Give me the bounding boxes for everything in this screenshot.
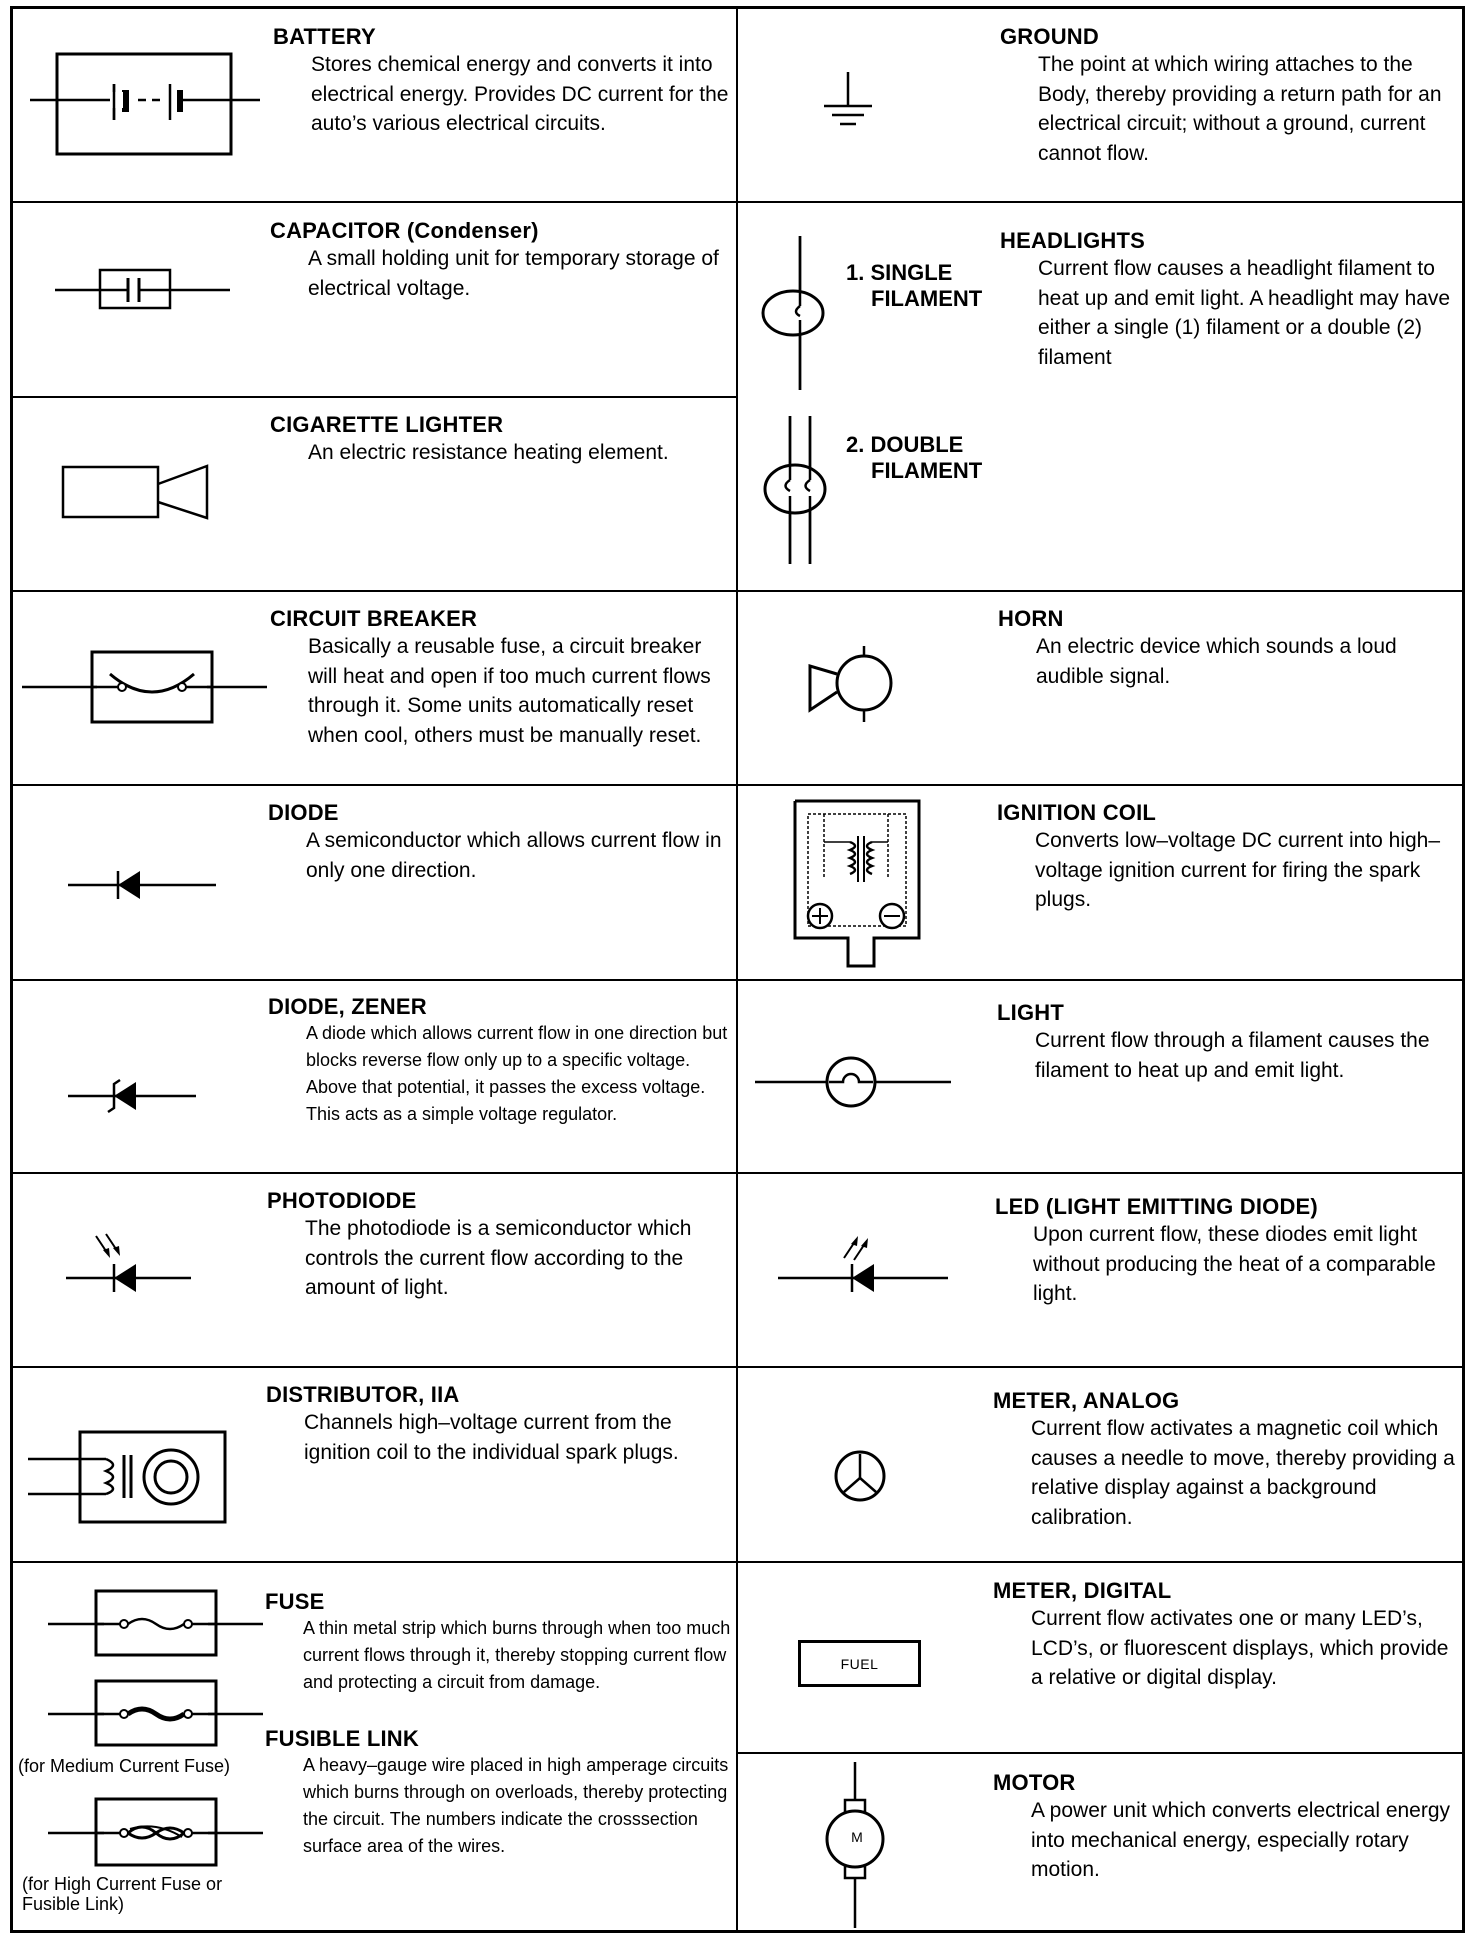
- entry-title: FUSIBLE LINK: [265, 1726, 419, 1751]
- entry-description: A small holding unit for temporary storage of electrical voltage.: [308, 247, 719, 300]
- single-filament-number: 1. SINGLE: [846, 260, 953, 285]
- entry-title: METER, ANALOG: [993, 1388, 1180, 1413]
- cigarette-lighter-entry: [270, 412, 730, 468]
- led-entry: [995, 1194, 1460, 1309]
- right-row-divider: [737, 784, 1465, 786]
- entry-title: FUSE: [265, 1589, 325, 1614]
- entry-title: DIODE, ZENER: [268, 994, 427, 1019]
- motor-label: M: [851, 1829, 863, 1845]
- entry-description: An electric device which sounds a loud audible signal.: [1036, 635, 1397, 688]
- battery-icon: [30, 50, 260, 160]
- entry-title: LIGHT: [997, 1000, 1064, 1025]
- digital-meter-label: FUEL: [840, 1655, 879, 1672]
- ignition-coil-icon: [792, 798, 922, 968]
- entry-title: DIODE: [268, 800, 339, 825]
- left-row-divider: [10, 590, 737, 592]
- entry-description: A diode which allows current flow in one direction but blocks reverse flow only up to a specific voltage. Above that potential, it passes the excess voltage. This acts as a simple voltage regulator.: [306, 1023, 728, 1124]
- double-filament-number: 2. DOUBLE: [846, 432, 964, 457]
- entry-description: Channels high–voltage current from the ignition coil to the individual spark plugs.: [304, 1411, 679, 1464]
- entry-title: GROUND: [1000, 24, 1099, 49]
- medium-current-fuse-icon: [48, 1678, 263, 1748]
- entry-description: The photodiode is a semiconductor which controls the current flow according to the amount of light.: [305, 1217, 692, 1299]
- motor-entry: [993, 1770, 1458, 1885]
- diode-icon: [68, 868, 216, 902]
- entry-title: IGNITION COIL: [997, 800, 1157, 825]
- entry-title: DISTRIBUTOR, IIA: [266, 1382, 460, 1407]
- entry-description: Current flow activates a magnetic coil which causes a needle to move, thereby providing a relative display against a background calibration.: [1031, 1417, 1455, 1529]
- fuse-icon: [48, 1588, 263, 1658]
- ground-entry: [1000, 24, 1460, 168]
- high-current-fuse-icon: [48, 1796, 263, 1868]
- photodiode-entry: [267, 1188, 732, 1303]
- high-fuse-caption: (for High Current Fuse or Fusible Link): [22, 1874, 223, 1914]
- capacitor-icon: [55, 265, 230, 315]
- motor-icon: [822, 1762, 888, 1928]
- fusible-link-entry: [265, 1726, 735, 1860]
- double-filament-headlight-icon: [760, 416, 830, 564]
- single-filament-headlight-icon: [760, 236, 826, 390]
- entry-title: HEADLIGHTS: [1000, 228, 1145, 253]
- medium-fuse-caption: (for Medium Current Fuse): [18, 1756, 231, 1776]
- right-row-divider: [737, 979, 1465, 981]
- horn-entry: [998, 606, 1458, 691]
- entry-description: A power unit which converts electrical energy into mechanical energy, especially rotary motion.: [1031, 1799, 1451, 1881]
- left-row-divider: [10, 1366, 737, 1368]
- entry-title: MOTOR: [993, 1770, 1076, 1795]
- analog-meter-entry: [993, 1388, 1458, 1532]
- right-row-divider: [737, 1561, 1465, 1563]
- right-row-divider: [737, 1752, 1465, 1754]
- entry-description: A thin metal strip which burns through when too much current flows through it, thereby stopping current flow and protecting a circuit from damage.: [303, 1618, 731, 1692]
- left-row-divider: [10, 979, 737, 981]
- entry-description: A heavy–gauge wire placed in high amperage circuits which burns through on overloads, thereby protecting the circuit. The numbers indicate the crosssection surface area of the wires.: [303, 1755, 729, 1856]
- entry-description: The point at which wiring attaches to the Body, thereby providing a return path for an electrical circuit; without a ground, current cannot flow.: [1038, 53, 1442, 165]
- entry-description: Current flow through a filament causes the filament to heat up and emit light.: [1035, 1029, 1430, 1082]
- right-row-divider: [737, 201, 1465, 203]
- single-filament-label: FILAMENT: [871, 286, 983, 311]
- battery-entry: [273, 24, 733, 139]
- analog-meter-icon: [832, 1448, 888, 1504]
- left-row-divider: [10, 784, 737, 786]
- double-filament-label: FILAMENT: [871, 458, 983, 483]
- ground-icon: [818, 72, 878, 134]
- right-row-divider: [737, 1366, 1465, 1368]
- entry-description: Current flow causes a headlight filament to heat up and emit light. A headlight may have either a single (1) filament or a double (2) filament: [1038, 257, 1451, 369]
- entry-title: HORN: [998, 606, 1064, 631]
- left-row-divider: [10, 1172, 737, 1174]
- capacitor-entry: [270, 218, 730, 303]
- left-row-divider: [10, 201, 737, 203]
- photodiode-icon: [66, 1232, 191, 1294]
- entry-description: An electric resistance heating element.: [308, 441, 669, 464]
- entry-description: A semiconductor which allows current flow in only one direction.: [306, 829, 722, 882]
- ignition-coil-entry: [997, 800, 1462, 915]
- entry-description: Current flow activates one or many LED’s, LCD’s, or fluorescent displays, which provide a relative or digital display.: [1031, 1607, 1449, 1689]
- cigarette-lighter-icon: [60, 462, 215, 522]
- entry-title: BATTERY: [273, 24, 376, 49]
- distributor-entry: [266, 1382, 731, 1467]
- entry-description: Basically a reusable fuse, a circuit breaker will heat and open if too much current flows through it. Some units automatically reset when cool, others must be manually reset.: [308, 635, 711, 747]
- entry-title: LED (LIGHT EMITTING DIODE): [995, 1194, 1318, 1219]
- entry-title: CIGARETTE LIGHTER: [270, 412, 504, 437]
- left-row-divider: [10, 1561, 737, 1563]
- entry-title: CIRCUIT BREAKER: [270, 606, 478, 631]
- fuse-entry: [265, 1589, 735, 1696]
- distributor-icon: [28, 1428, 228, 1526]
- led-icon: [778, 1232, 948, 1294]
- circuit-breaker-icon: [22, 648, 267, 728]
- circuit-breaker-entry: [270, 606, 735, 750]
- entry-title: CAPACITOR (Condenser): [270, 218, 539, 243]
- entry-description: Upon current flow, these diodes emit light without producing the heat of a comparable light.: [1033, 1223, 1436, 1305]
- right-row-divider: [737, 590, 1465, 592]
- entry-title: METER, DIGITAL: [993, 1578, 1172, 1603]
- digital-meter-icon: [798, 1640, 921, 1687]
- digital-meter-entry: [993, 1578, 1458, 1693]
- entry-title: PHOTODIODE: [267, 1188, 417, 1213]
- right-row-divider: [737, 1172, 1465, 1174]
- entry-description: Stores chemical energy and converts it into electrical energy. Provides DC current for the auto’s various electrical circuits.: [311, 53, 729, 135]
- zener-diode-icon: [68, 1078, 196, 1114]
- light-bulb-icon: [755, 1054, 951, 1110]
- headlights-entry: [1000, 228, 1460, 372]
- left-row-divider: [10, 396, 737, 398]
- light-entry: [997, 1000, 1462, 1085]
- column-divider: [736, 6, 738, 1933]
- horn-icon: [806, 646, 896, 726]
- zener-diode-entry: [268, 994, 733, 1128]
- diode-entry: [268, 800, 733, 885]
- entry-description: Converts low–voltage DC current into high–voltage ignition current for firing the spark plugs.: [1035, 829, 1441, 911]
